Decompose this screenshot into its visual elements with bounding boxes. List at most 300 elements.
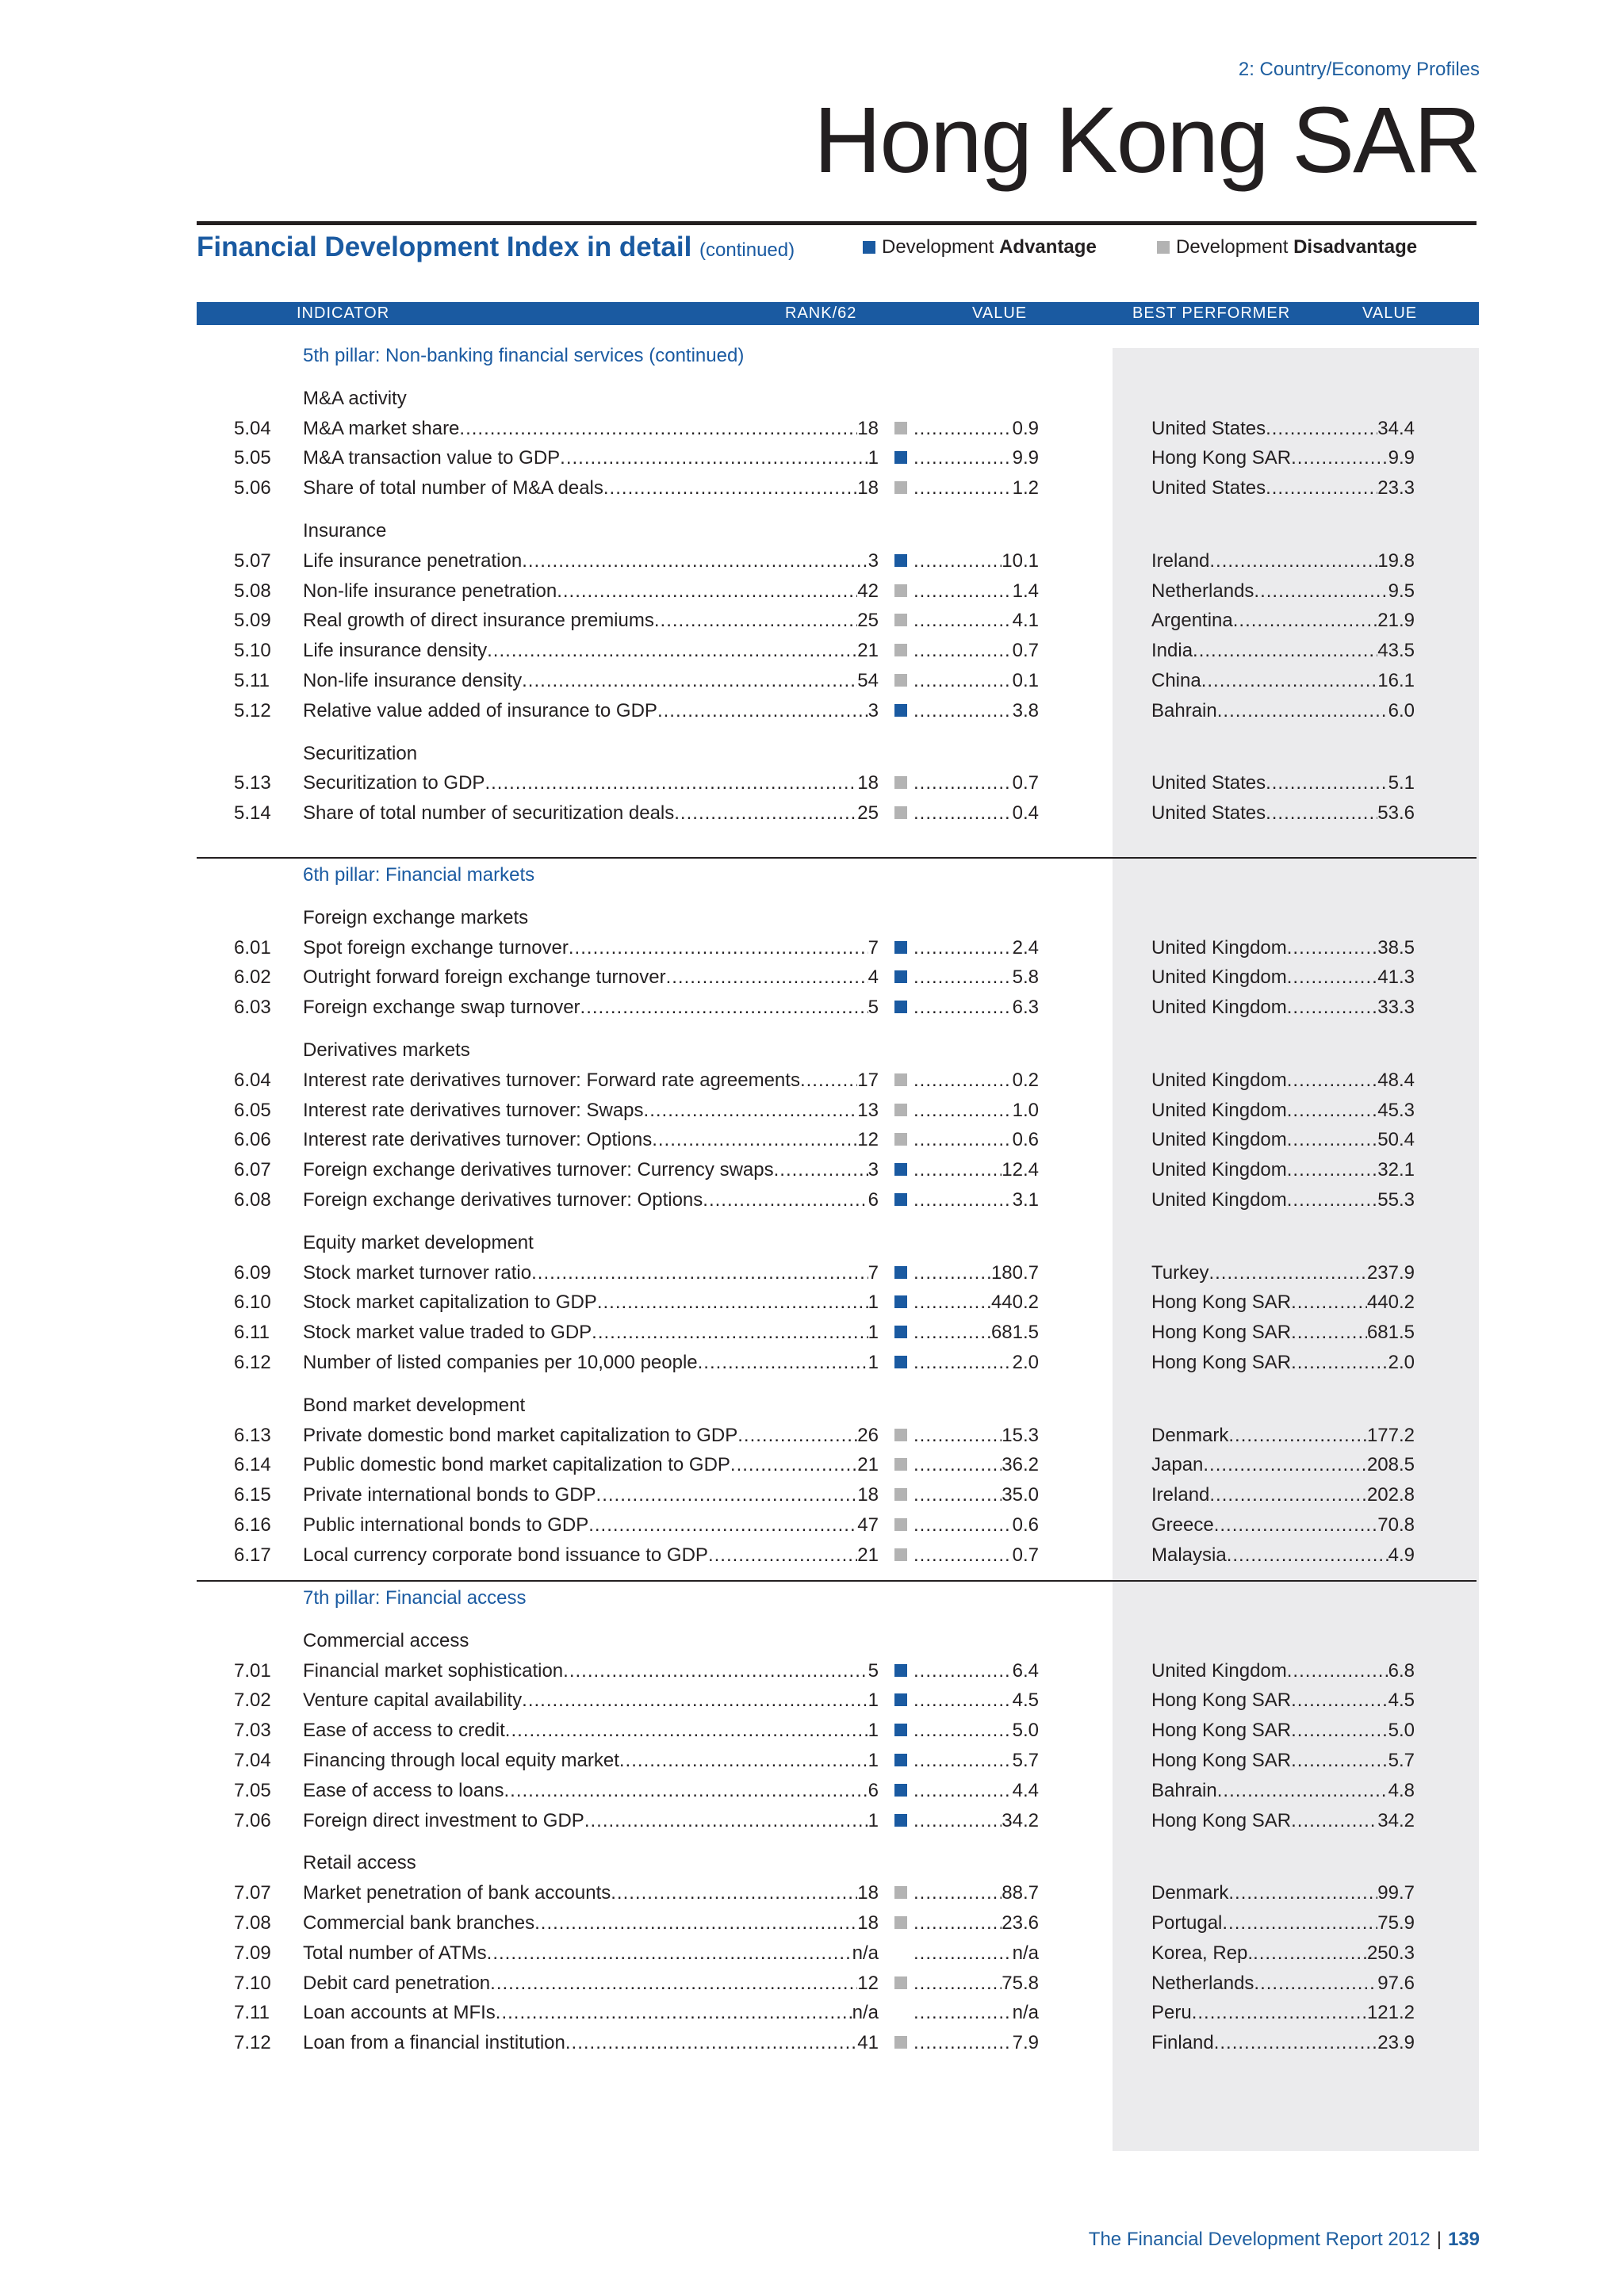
best-performer [1151, 1349, 1415, 1376]
indicator-number: 6.04 [234, 1069, 271, 1091]
advantage-square-icon [894, 704, 907, 717]
indicator-value: 0.7 [1012, 1544, 1039, 1566]
indicator-number: 7.01 [234, 1659, 271, 1682]
best-performer-name: Ireland [1151, 549, 1210, 572]
footer-separator: | [1436, 2229, 1442, 2250]
leader-dots [914, 1747, 1013, 1774]
indicator-value-leader [914, 2030, 1039, 2057]
indicator-number: 6.08 [234, 1189, 271, 1211]
leader-dots [565, 2030, 857, 2057]
fdi-title-text: Financial Development Index in detail [197, 232, 692, 262]
advantage-square-icon [894, 451, 907, 464]
best-performer [1151, 668, 1415, 695]
indicator-name: Number of listed companies per 10,000 people [303, 1352, 698, 1373]
indicator-number: 5.13 [234, 772, 271, 794]
indicator-value-leader [914, 1067, 1039, 1094]
leader-dots [1287, 1658, 1388, 1685]
table-row [0, 1319, 1624, 1346]
leader-dots [914, 1187, 1013, 1214]
indicator-name: M&A market share [303, 417, 460, 439]
best-performer-name: United Kingdom [1151, 1069, 1287, 1091]
indicator-name: Foreign direct investment to GDP [303, 1809, 584, 1831]
group-title: Retail access [303, 1852, 416, 1874]
leader-dots [914, 1289, 991, 1316]
indicator-name: Ease of access to credit [303, 1720, 505, 1742]
header-best-performer: BEST PERFORMER [1132, 304, 1291, 322]
best-performer [1151, 637, 1415, 664]
leader-dots [588, 1512, 857, 1539]
leader-dots [531, 1260, 868, 1287]
best-performer-name: Bahrain [1151, 699, 1217, 721]
indicator-name-rank [303, 1910, 879, 1937]
best-performer [1151, 475, 1415, 502]
indicator-name-rank [303, 1542, 879, 1569]
pillar-divider [197, 857, 1477, 859]
leader-dots [1217, 698, 1388, 725]
indicator-name: Loan from a financial institution [303, 2032, 565, 2054]
best-performer-name: Greece [1151, 1514, 1214, 1536]
indicator-name-rank [303, 1349, 879, 1376]
leader-dots [487, 637, 857, 664]
indicator-value-leader [914, 1658, 1039, 1685]
best-performer-value: 177.2 [1366, 1424, 1415, 1446]
leader-dots [914, 1808, 1002, 1835]
best-performer-value: 5.1 [1388, 772, 1415, 794]
best-performer [1151, 1808, 1415, 1835]
pillar-divider [197, 1580, 1477, 1582]
best-performer [1151, 1777, 1415, 1804]
leader-dots [914, 1512, 1013, 1539]
indicator-number: 7.02 [234, 1689, 271, 1712]
indicator-name: Ease of access to loans [303, 1779, 504, 1801]
indicator-rank: 3 [868, 549, 879, 572]
indicator-number: 5.06 [234, 477, 271, 499]
leader-dots [592, 1319, 868, 1346]
indicator-value: 35.0 [1002, 1484, 1039, 1506]
best-performer [1151, 1187, 1415, 1214]
indicator-value: 7.9 [1012, 2032, 1039, 2054]
indicator-rank: 21 [857, 1454, 879, 1476]
indicator-rank: 13 [857, 1099, 879, 1121]
indicator-value: 1.0 [1012, 1099, 1039, 1121]
leader-dots [914, 994, 1013, 1021]
indicator-value: 0.4 [1012, 802, 1039, 825]
table-row [0, 578, 1624, 605]
indicator-rank: 5 [868, 997, 879, 1019]
leader-dots [1201, 668, 1378, 695]
country-title: Hong Kong SAR [814, 88, 1480, 193]
indicator-name-rank [303, 1260, 879, 1287]
best-performer-value: 34.2 [1377, 1809, 1415, 1831]
indicator-name: Life insurance density [303, 640, 488, 662]
indicator-rank: 1 [868, 1720, 879, 1742]
best-performer-value: 32.1 [1377, 1159, 1415, 1181]
table-header [197, 302, 1479, 325]
indicator-number: 5.07 [234, 549, 271, 572]
best-performer [1151, 1482, 1415, 1509]
indicator-value: 2.0 [1012, 1352, 1039, 1373]
indicator-name: Outright forward foreign exchange turnover [303, 966, 666, 989]
best-performer-value: 5.0 [1388, 1720, 1415, 1742]
legend-disadvantage-prefix: Development [1176, 236, 1289, 258]
indicator-name-rank [303, 1777, 879, 1804]
best-performer-name: Bahrain [1151, 1779, 1217, 1801]
best-performer-name: Netherlands [1151, 580, 1254, 602]
advantage-square-icon [894, 941, 907, 954]
leader-dots [914, 607, 1013, 634]
leader-dots [914, 415, 1013, 442]
leader-dots [674, 800, 857, 827]
indicator-name: Non-life insurance density [303, 670, 523, 691]
indicator-number: 5.05 [234, 447, 271, 469]
indicator-value: n/a [1012, 1942, 1039, 1964]
best-performer-name: Denmark [1151, 1882, 1229, 1904]
leader-dots [914, 698, 1013, 725]
indicator-rank: 12 [857, 1972, 879, 1994]
disadvantage-square-icon [894, 806, 907, 819]
leader-dots [1266, 475, 1377, 502]
leader-dots [914, 1127, 1013, 1154]
leader-dots [914, 1422, 1002, 1449]
leader-dots [496, 1999, 852, 2026]
best-performer-value: 208.5 [1366, 1454, 1415, 1476]
leader-dots [487, 1940, 852, 1967]
indicator-value: 0.6 [1012, 1514, 1039, 1536]
indicator-name: Interest rate derivatives turnover: Swaps [303, 1099, 644, 1121]
leader-dots [1209, 1482, 1367, 1509]
best-performer-value: 23.3 [1377, 477, 1415, 499]
leader-dots [619, 1747, 868, 1774]
indicator-rank: 6 [868, 1189, 879, 1211]
leader-dots [1193, 637, 1377, 664]
indicator-value-leader [914, 1452, 1039, 1479]
indicator-number: 5.04 [234, 417, 271, 439]
indicator-value-leader [914, 698, 1039, 725]
leader-dots [1291, 1687, 1388, 1714]
indicator-rank: 21 [857, 1544, 879, 1566]
best-performer-value: 38.5 [1377, 936, 1415, 959]
indicator-rank: 7 [868, 936, 879, 959]
pillar-title-continued: (continued) [649, 345, 745, 366]
disadvantage-square-icon [894, 422, 907, 434]
indicator-name: Stock market capitalization to GDP [303, 1292, 597, 1314]
leader-dots [914, 1260, 991, 1287]
table-row [0, 1157, 1624, 1184]
leader-dots [914, 1910, 1002, 1937]
best-performer-value: 21.9 [1377, 610, 1415, 632]
leader-dots [914, 1097, 1013, 1124]
indicator-value: 2.4 [1012, 936, 1039, 959]
advantage-square-icon [894, 1266, 907, 1279]
table-row [0, 548, 1624, 575]
best-performer-value: 16.1 [1377, 670, 1415, 691]
table-row [0, 415, 1624, 442]
indicator-name-rank [303, 637, 879, 664]
best-performer [1151, 935, 1415, 962]
leader-dots [914, 445, 1013, 472]
best-performer-name: Hong Kong SAR [1151, 1292, 1292, 1314]
best-performer-value: 48.4 [1377, 1069, 1415, 1091]
advantage-square-icon [894, 1356, 907, 1368]
advantage-square-icon [863, 241, 875, 254]
group-title: Equity market development [303, 1231, 534, 1253]
indicator-value-leader [914, 994, 1039, 1021]
leader-dots [914, 770, 1013, 797]
indicator-value-leader [914, 1482, 1039, 1509]
advantage-square-icon [894, 554, 907, 567]
indicator-number: 6.13 [234, 1424, 271, 1446]
indicator-name: Loan accounts at MFIs [303, 2002, 496, 2024]
leader-dots [652, 1127, 857, 1154]
indicator-rank: 1 [868, 1809, 879, 1831]
leader-dots [596, 1482, 858, 1509]
leader-dots [1291, 1808, 1377, 1835]
leader-dots [1287, 1097, 1378, 1124]
indicator-value-leader [914, 800, 1039, 827]
best-performer [1151, 1940, 1415, 1967]
section-label: 2: Country/Economy Profiles [1238, 59, 1480, 80]
indicator-name-rank [303, 1482, 879, 1509]
indicator-rank: 1 [868, 1750, 879, 1771]
best-performer-name: Finland [1151, 2032, 1214, 2054]
best-performer [1151, 1747, 1415, 1774]
header-best-value: VALUE [1362, 304, 1418, 322]
indicator-value-leader [914, 445, 1039, 472]
indicator-value: 5.7 [1012, 1750, 1039, 1771]
table-row [0, 1187, 1624, 1214]
leader-dots [1192, 1999, 1367, 2026]
indicator-name-rank [303, 770, 879, 797]
best-performer [1151, 1097, 1415, 1124]
indicator-number: 6.07 [234, 1159, 271, 1181]
indicator-rank: 54 [857, 670, 879, 691]
header-rank: RANK/62 [785, 304, 857, 322]
best-performer [1151, 1542, 1415, 1569]
leader-dots [1254, 578, 1388, 605]
indicator-name-rank [303, 698, 879, 725]
leader-dots [914, 1349, 1013, 1376]
indicator-value: 12.4 [1002, 1159, 1039, 1181]
best-performer-value: 41.3 [1377, 966, 1415, 989]
indicator-value: 15.3 [1002, 1424, 1039, 1446]
indicator-name: Stock market turnover ratio [303, 1261, 532, 1284]
best-performer-value: 50.4 [1377, 1129, 1415, 1151]
indicator-name: Foreign exchange derivatives turnover: Currency swaps [303, 1159, 774, 1181]
best-performer-value: 2.0 [1388, 1352, 1415, 1373]
indicator-number: 6.11 [234, 1322, 270, 1344]
leader-dots [914, 1999, 1013, 2026]
indicator-value: 0.6 [1012, 1129, 1039, 1151]
best-performer-name: United States [1151, 802, 1266, 825]
indicator-number: 6.09 [234, 1261, 271, 1284]
advantage-square-icon [894, 1193, 907, 1206]
table-row [0, 1687, 1624, 1714]
leader-dots [1228, 1422, 1367, 1449]
indicator-value-leader [914, 1687, 1039, 1714]
table-row [0, 1512, 1624, 1539]
header-indicator: INDICATOR [297, 304, 390, 322]
indicator-value: 0.9 [1012, 417, 1039, 439]
table-row [0, 935, 1624, 962]
best-performer-name: United Kingdom [1151, 1129, 1287, 1151]
indicator-name: Spot foreign exchange turnover [303, 936, 569, 959]
pillar-title [303, 342, 744, 369]
best-performer-value: 6.0 [1388, 699, 1415, 721]
table-row [0, 1349, 1624, 1376]
indicator-value-leader [914, 1289, 1039, 1316]
indicator-rank: n/a [852, 2002, 879, 2024]
best-performer-name: Hong Kong SAR [1151, 1352, 1292, 1373]
leader-dots [698, 1349, 868, 1376]
indicator-value: 0.2 [1012, 1069, 1039, 1091]
leader-dots [1203, 1452, 1367, 1479]
leader-dots [1214, 1512, 1378, 1539]
leader-dots [584, 1808, 868, 1835]
leader-dots [1228, 1880, 1377, 1907]
indicator-name: Private domestic bond market capitalization to GDP [303, 1424, 738, 1446]
indicator-value: 9.9 [1012, 447, 1039, 469]
best-performer [1151, 1970, 1415, 1997]
indicator-name-rank [303, 1747, 879, 1774]
indicator-name: Share of total number of M&A deals [303, 477, 603, 499]
best-performer-value: 237.9 [1366, 1261, 1415, 1284]
best-performer-value: 55.3 [1377, 1189, 1415, 1211]
legend-advantage-prefix: Development [882, 236, 994, 258]
indicator-value: 4.4 [1012, 1779, 1039, 1801]
best-performer-name: Turkey [1151, 1261, 1209, 1284]
leader-dots [522, 1687, 868, 1714]
best-performer [1151, 1127, 1415, 1154]
leader-dots [1287, 935, 1378, 962]
fdi-title [197, 232, 795, 263]
group-title: Foreign exchange markets [303, 906, 529, 928]
best-performer [1151, 800, 1415, 827]
indicator-name-rank [303, 1097, 879, 1124]
best-performer-name: Hong Kong SAR [1151, 1689, 1292, 1712]
best-performer-name: United Kingdom [1151, 1159, 1287, 1181]
indicator-number: 6.02 [234, 966, 271, 989]
leader-dots [1287, 964, 1378, 991]
indicator-value-leader [914, 475, 1039, 502]
indicator-name-rank [303, 578, 879, 605]
table-row [0, 1482, 1624, 1509]
indicator-rank: 18 [857, 477, 879, 499]
indicator-name: M&A transaction value to GDP [303, 447, 561, 469]
table-row [0, 1747, 1624, 1774]
indicator-name: Stock market value traded to GDP [303, 1322, 592, 1344]
indicator-value: 180.7 [990, 1261, 1039, 1284]
table-row [0, 770, 1624, 797]
indicator-rank: 26 [857, 1424, 879, 1446]
indicator-name-rank [303, 935, 879, 962]
best-performer [1151, 994, 1415, 1021]
leader-dots [914, 800, 1013, 827]
best-performer-name: Japan [1151, 1454, 1204, 1476]
advantage-square-icon [894, 1754, 907, 1766]
indicator-name: Public domestic bond market capitalization to GDP [303, 1454, 730, 1476]
leader-dots [534, 1910, 857, 1937]
advantage-square-icon [894, 1326, 907, 1338]
indicator-rank: 18 [857, 1912, 879, 1934]
indicator-number: 5.09 [234, 610, 271, 632]
indicator-number: 7.09 [234, 1942, 271, 1964]
best-performer [1151, 607, 1415, 634]
indicator-name-rank [303, 994, 879, 1021]
table-row [0, 1067, 1624, 1094]
leader-dots [914, 1777, 1013, 1804]
leader-dots [557, 578, 857, 605]
legend-advantage-word: Advantage [999, 236, 1097, 258]
leader-dots [657, 698, 868, 725]
pillar-title-text: 6th pillar: Financial markets [303, 864, 535, 886]
indicator-rank: 25 [857, 610, 879, 632]
advantage-square-icon [894, 1295, 907, 1308]
leader-dots [485, 770, 857, 797]
indicator-value-leader [914, 668, 1039, 695]
leader-dots [737, 1422, 857, 1449]
disadvantage-square-icon [894, 481, 907, 494]
indicator-number: 7.07 [234, 1882, 271, 1904]
indicator-number: 5.11 [234, 670, 270, 691]
indicator-name: Public international bonds to GDP [303, 1514, 589, 1536]
best-performer-value: 4.5 [1388, 1689, 1415, 1712]
indicator-number: 7.11 [234, 2002, 270, 2024]
best-performer-value: 97.6 [1377, 1972, 1415, 1994]
best-performer [1151, 2030, 1415, 2057]
disadvantage-square-icon [894, 614, 907, 626]
best-performer [1151, 1067, 1415, 1094]
table-row [0, 1097, 1624, 1124]
indicator-value-leader [914, 1999, 1039, 2026]
pillar-title [303, 862, 534, 889]
indicator-name-rank [303, 1970, 879, 1997]
indicator-name-rank [303, 1127, 879, 1154]
leader-dots [1287, 1067, 1378, 1094]
best-performer [1151, 770, 1415, 797]
best-performer-name: United States [1151, 772, 1266, 794]
indicator-name-rank [303, 475, 879, 502]
leader-dots [914, 935, 1013, 962]
group-title: Securitization [303, 742, 418, 764]
best-performer [1151, 1422, 1415, 1449]
advantage-square-icon [894, 1693, 907, 1706]
indicator-number: 6.05 [234, 1099, 271, 1121]
indicator-value-leader [914, 1127, 1039, 1154]
best-performer-name: United States [1151, 477, 1266, 499]
best-performer-name: United Kingdom [1151, 936, 1287, 959]
indicator-name: Financial market sophistication [303, 1659, 564, 1682]
indicator-rank: 5 [868, 1659, 879, 1682]
indicator-number: 5.10 [234, 640, 271, 662]
best-performer-name: Hong Kong SAR [1151, 447, 1292, 469]
best-performer-value: 34.4 [1377, 417, 1415, 439]
best-performer [1151, 1880, 1415, 1907]
leader-dots [1233, 607, 1378, 634]
leader-dots [914, 668, 1013, 695]
leader-dots [1266, 415, 1377, 442]
best-performer-name: United States [1151, 417, 1266, 439]
indicator-value-leader [914, 1910, 1039, 1937]
leader-dots [914, 1452, 1002, 1479]
indicator-value-leader [914, 578, 1039, 605]
indicator-number: 6.14 [234, 1454, 271, 1476]
leader-dots [914, 1542, 1013, 1569]
leader-dots [1266, 770, 1388, 797]
top-rule [197, 221, 1477, 225]
leader-dots [1217, 1777, 1388, 1804]
pillar-title-text: 7th pillar: Financial access [303, 1587, 527, 1609]
leader-dots [522, 548, 868, 575]
